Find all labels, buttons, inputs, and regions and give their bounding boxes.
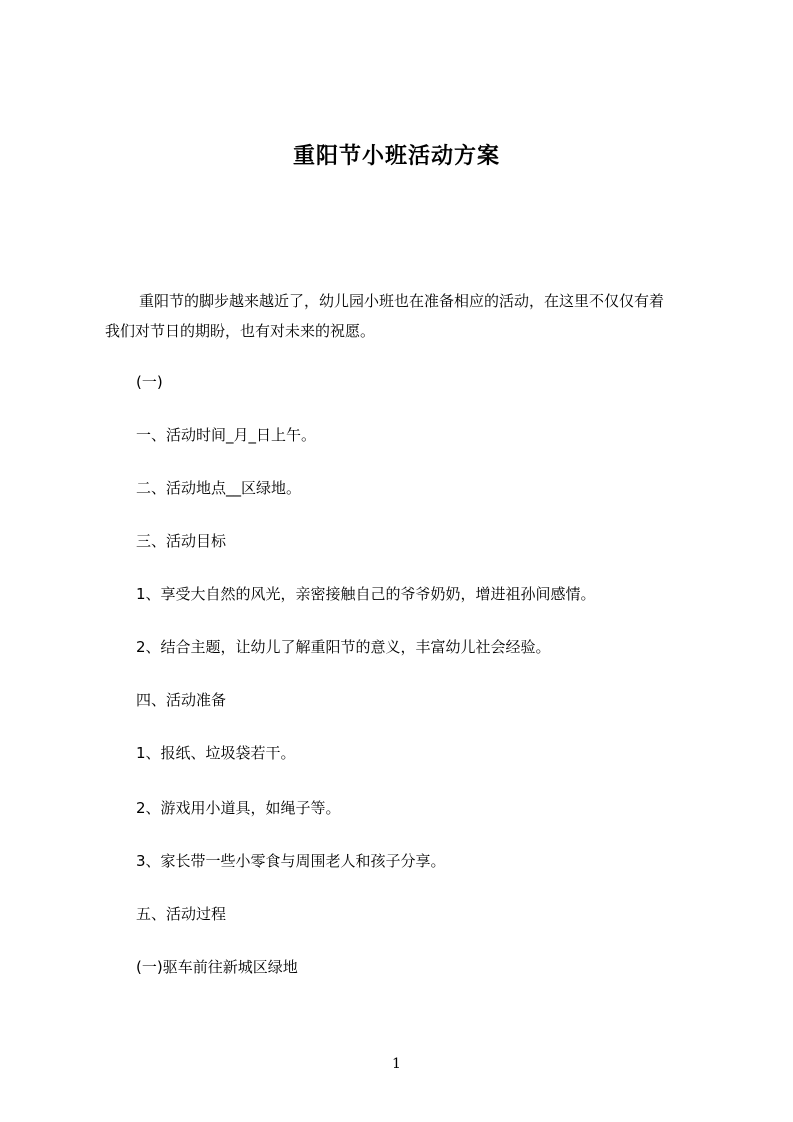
goal-item-1: 1、享受大自然的风光，亲密接触自己的爷爷奶奶，增进祖孙间感情。 [136, 585, 596, 603]
prep-item-3: 3、家长带一些小零食与周围老人和孩子分享。 [136, 852, 446, 870]
intro-line-1: 重阳节的脚步越来越近了，幼儿园小班也在准备相应的活动，在这里不仅仅有着 [139, 292, 665, 310]
activity-prep-heading: 四、活动准备 [136, 691, 227, 709]
intro-line-2: 我们对节日的期盼，也有对未来的祝愿。 [105, 322, 376, 340]
section-marker: (一) [136, 373, 163, 391]
activity-process-heading: 五、活动过程 [136, 905, 227, 923]
goal-item-2: 2、结合主题，让幼儿了解重阳节的意义，丰富幼儿社会经验。 [136, 638, 551, 656]
activity-time: 一、活动时间_月_日上午。 [136, 426, 317, 444]
prep-item-1: 1、报纸、垃圾袋若干。 [136, 744, 296, 762]
document-title: 重阳节小班活动方案 [292, 144, 500, 169]
process-step-1: (一)驱车前往新城区绿地 [136, 958, 298, 976]
page-number: 1 [392, 1056, 401, 1072]
prep-item-2: 2、游戏用小道具，如绳子等。 [136, 799, 341, 817]
activity-location: 二、活动地点__区绿地。 [136, 479, 302, 497]
activity-goals-heading: 三、活动目标 [136, 532, 227, 550]
